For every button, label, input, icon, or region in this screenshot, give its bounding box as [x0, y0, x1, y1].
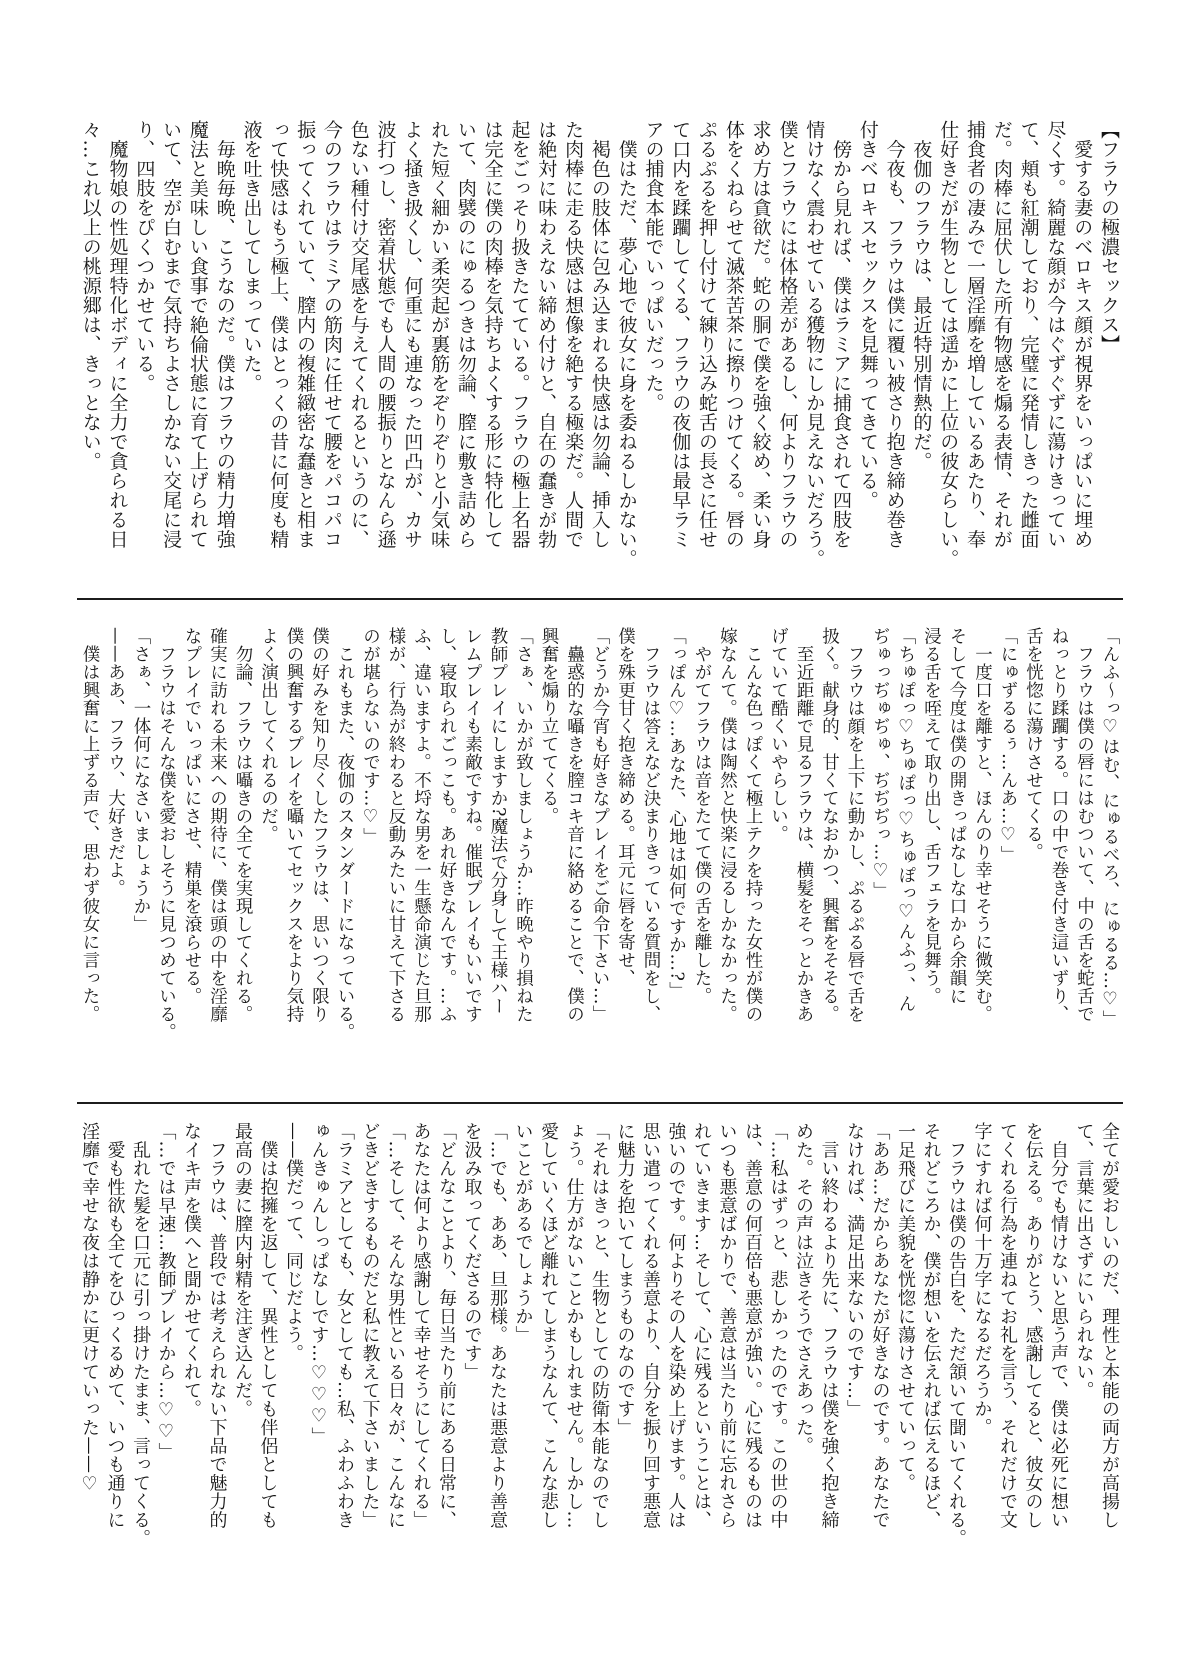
- text-column: フラウは僕の唇にはむついて、中の舌を蛇舌で: [1074, 627, 1095, 1023]
- text-column: 「ああ…だからあなたが好きなのです。あなたで: [869, 1122, 891, 1529]
- text-column: フラウは僕の告白を、ただ頷いて聞いてくれる。: [946, 1122, 967, 1548]
- text-column: 淫靡で幸せな夜は静かに更けていった——♡: [79, 1122, 100, 1495]
- text-column: 尽くす。綺麗な顔が今はぐずぐずに蕩けきってい: [1044, 120, 1067, 549]
- section-middle: [77, 627, 1123, 1039]
- text-column: フラウはそんな僕を愛おしそうに見つめている。: [156, 627, 177, 1041]
- text-column: なプレイでいっぱいにさせ、精巣を滾らせる。: [182, 627, 202, 1005]
- text-column: そして今度は僕の開きっぱなしな口から余韻に: [947, 627, 967, 1005]
- text-column: 褐色の肢体に包み込まれる快感は勿論、挿入し: [588, 120, 611, 549]
- text-column: 浸る舌を咥えて取り出し、舌フェラを見舞う。: [921, 627, 942, 1005]
- text-column: ——僕だって、同じだよう。: [283, 1122, 304, 1363]
- text-column: めた。その声は泣きそうでさえあった。: [793, 1122, 814, 1455]
- text-column: やがてフラウは音をたてて僕の舌を離した。: [692, 627, 712, 1005]
- text-column: 僕はただ、夢心地で彼女に身を委ねるしかない。: [615, 120, 638, 569]
- text-column: ——ああ、フラウ、大好きだよ。: [105, 627, 126, 897]
- text-column: 僕とフラウには体格差があるし、何よりフラウの: [776, 120, 799, 549]
- text-column: 夜伽のフラウは、最近特別情熱的だ。: [910, 120, 933, 471]
- text-column: 付きベロキスセックスを見舞ってきている。: [856, 120, 879, 510]
- section-opening: [77, 120, 1122, 580]
- text-column: 捕食者の凄みで一層淫靡を増しているあたり、奉: [964, 120, 987, 549]
- text-column: 仕好きだが生物としては遥かに上位の彼女らしい。: [937, 120, 960, 569]
- text-column: 「ちゅぽっ♡ちゅぽっ♡ちゅぽっ♡んふっ、ん: [896, 627, 916, 1013]
- text-column: 色ない種付け交尾感を与えてくれるというのに、: [347, 120, 370, 549]
- text-column: 「ラミアとしても、女としても…私、ふわふわき: [334, 1122, 355, 1529]
- text-column: 興奮を煽り立ててくる。: [539, 627, 559, 825]
- text-column: 様が、行為が終わると反動みたいに甘えて下さる: [386, 627, 406, 1023]
- text-column: いことがあるでしょうか」: [512, 1122, 534, 1344]
- text-column: 僕の好みを知り尽くしたフラウは、思いつく限り: [309, 627, 330, 1023]
- text-column: 振ってくれていて、膣内の複雑緻密な蠢きと相ま: [294, 120, 317, 549]
- text-column: フラウは顔を上下に動かし、ぷるぷる唇で舌を: [845, 627, 865, 1023]
- text-column: げていて酷くいやらしい。: [768, 627, 789, 843]
- text-column: 魔法と美味しい食事で絶倫状態に育て上げられて: [186, 120, 209, 549]
- text-column: 「っぽん♡…あなた、心地は如何ですか…?」: [666, 627, 687, 1000]
- text-column: を汲み取ってくださるのです」: [461, 1122, 483, 1381]
- text-column: よく掻き扱くし、何重にも連なった凹凸が、カサ: [401, 120, 424, 549]
- text-column: 蠱惑的な囁きを膣コキ音に絡めることで、僕の: [564, 627, 585, 1023]
- section-ending: [77, 1122, 1123, 1564]
- text-column: 思い遣ってくれる善意より、自分を振り回す悪意: [640, 1122, 661, 1529]
- text-column: これもまた、夜伽のスタンダードになっている。: [335, 627, 355, 1041]
- text-column: 「…でも、ああ、旦那様。あなたは悪意より善意: [487, 1122, 508, 1529]
- text-column: 言い終わるより先に、フラウは僕を強く抱き締: [818, 1122, 840, 1529]
- text-column: だ。肉棒に屈伏した所有物感を煽る表情、それが: [990, 120, 1013, 549]
- text-column: れた短く細かい柔突起が裏筋をぞりぞりと小気味: [428, 120, 451, 549]
- text-column: 「にゅずるるぅ…んあ…♡」: [998, 627, 1018, 864]
- text-column: 「…そして、そんな男性といる日々が、こんなに: [385, 1122, 406, 1529]
- text-column: 一度口を離すと、ほんのり幸せそうに微笑む。: [972, 627, 993, 1023]
- text-column: レムプレイも素敵ですね。催眠プレイもいいです: [462, 627, 483, 1023]
- text-column: 愛していくほど離れてしまうなんて、こんな悲し: [538, 1122, 559, 1529]
- text-column: ぷるぷるを押し付けて練り込み蛇舌の長さに任せ: [696, 120, 719, 549]
- text-column: 舌を恍惚に蕩けさせてくる。: [1023, 627, 1044, 861]
- text-column: 僕は抱擁を返して、異性としても伴侶としても: [257, 1122, 279, 1529]
- text-column: 波打つし、密着状態でも人間の腰振りとなんら遜: [374, 120, 397, 549]
- text-column: それどころか、僕が想いを伝えれば伝えるほど、: [920, 1122, 942, 1529]
- text-column: 字にすれば何十万字になるだろうか。: [971, 1122, 993, 1437]
- text-column: 勿論、フラウは囁きの全てを実現してくれる。: [233, 627, 253, 1023]
- text-column: 一足飛びに美貌を恍惚に蕩けさせていって。: [895, 1122, 916, 1492]
- text-column: って快感はもう極上、僕はとっくの昔に何度も精: [267, 120, 290, 549]
- text-column: 僕を殊更甘く抱き締める。耳元に唇を寄せ、: [615, 627, 636, 987]
- text-column: を伝える。ありがとう、感謝してると、彼女のし: [1022, 1122, 1044, 1529]
- text-column: よく演出してくれるのだ。: [258, 627, 279, 843]
- text-column: こんな色っぽくて極上テクを持った女性が僕の: [743, 627, 763, 1023]
- text-column: し、寝取られごっこも。あれ好きなんです。…ふ: [437, 627, 457, 1023]
- text-column: なければ、満足出来ないのです…」: [844, 1122, 865, 1418]
- text-column: は完全に僕の肉棒を気持ちよくする形に特化して: [481, 120, 504, 549]
- section-divider-2: [77, 1102, 1123, 1104]
- text-column: て、頬も紅潮しており、完璧に発情しきった雌面: [1017, 120, 1040, 549]
- text-column: 嫁なんて。僕は陶然と快楽に浸るしかなかった。: [717, 627, 738, 1023]
- text-column: れていきます…そして、心に残るということは、: [691, 1122, 712, 1529]
- text-column: フラウは答えなど決まりきっている質問をし、: [641, 627, 661, 1023]
- text-column: 愛する妻のベロキス顔が視界をいっぱいに埋め: [1071, 120, 1094, 549]
- text-column: て、言葉に出さずにいられない。: [1073, 1122, 1095, 1400]
- text-column: 強いのです。何よりその人を染め上げます。人は: [665, 1122, 687, 1529]
- text-column: 僕は興奮に上ずる声で、思わず彼女に言った。: [80, 627, 100, 1023]
- text-column: 今のフラウはラミアの筋肉に任せて腰をパコパコ: [320, 120, 343, 549]
- text-column: 乱れた髪を口元に引っ掛けたまま、言ってくる。: [130, 1122, 151, 1548]
- text-column: 「どんなことより、毎日当たり前にある日常に、: [436, 1122, 457, 1529]
- text-column: 傍から見れば、僕はラミアに捕食されて四肢を: [830, 120, 853, 549]
- text-column: 自分でも情けないと思う声で、僕は必死に想い: [1048, 1122, 1069, 1529]
- text-column: アの捕食本能でいっぱいだった。: [642, 120, 665, 413]
- text-column: 求め方は貪欲だ。蛇の胴で僕を強く絞め、柔い身: [749, 120, 772, 549]
- text-column: に魅力を抱いてしまうものなのです」: [614, 1122, 636, 1437]
- text-column: は絶対に味わえない締め付けと、自在の蠢きが勃: [535, 120, 558, 549]
- section-title: 【フラウの極濃セックス】: [1098, 120, 1120, 354]
- text-column: どきどきするものだと私に教えて下さいました」: [359, 1122, 381, 1529]
- text-column: は、善意の何百倍も悪意が強い。心に残るものは: [742, 1122, 763, 1529]
- text-column: 「さぁ、一体何になさいましょうか」: [131, 627, 151, 933]
- text-column: ねっとり蹂躙する。口の中で巻き付き這いずり、: [1049, 627, 1069, 1023]
- text-column: いて、空が白むまで気持ちよさしかない交尾に浸: [160, 120, 183, 549]
- text-column: ょう。仕方がないことかもしれません。しかし…: [563, 1122, 585, 1529]
- text-column: 「それはきっと、生物としての防衛本能なのでし: [589, 1122, 610, 1529]
- text-column: いつも悪意ばかりで、善意は当たり前に忘れさら: [716, 1122, 738, 1529]
- text-column: 「どうか今宵も好きなプレイをご命令下さい…」: [590, 627, 610, 1023]
- text-column: 教師プレイにしますか?魔法で分身して王様ハー: [488, 627, 508, 1015]
- text-column: て口内を蹂躙してくる、フラウの夜伽は最早ラミ: [669, 120, 692, 549]
- text-column: 体をくねらせて滅茶苦茶に擦りつけてくる。唇の: [722, 120, 745, 549]
- text-column: 起をごっそり扱きたてている。フラウの極上名器: [508, 120, 531, 549]
- text-column: 毎晩毎晩、こうなのだ。僕はフラウの精力増強: [213, 120, 236, 549]
- text-column: 愛も性欲も全てをひっくるめて、いつも通りに: [104, 1122, 126, 1529]
- text-column: 至近距離で見るフラウは、横髪をそっとかきあ: [794, 627, 814, 1023]
- section-divider-1: [77, 598, 1123, 600]
- text-column: のが堪らないのです…♡」: [360, 627, 381, 846]
- text-column: いて、肉襞のにゅるつきは勿論、膣に敷き詰めら: [454, 120, 477, 549]
- text-column: 「…私はずっと、悲しかったのです。この世の中: [767, 1122, 789, 1529]
- text-column: 「んふ〜っ♡はむ、にゅるべろ、にゅるる…♡」: [1100, 627, 1120, 1028]
- text-column: なイキ声を僕へと聞かせてくれて。: [181, 1122, 202, 1418]
- text-column: 最高の妻に膣内射精を注ぎ込んだ。: [232, 1122, 253, 1418]
- text-column: フラウは、普段では考えられない下品で魅力的: [206, 1122, 228, 1529]
- text-column: 々…これ以上の桃源郷は、きっとない。: [79, 120, 102, 471]
- text-column: ぢゅっぢゅぢゅ、ぢぢぢっ…♡」: [870, 627, 891, 900]
- text-column: ふ、違いますよ。不埒な男を一生懸命演じた旦那: [411, 627, 432, 1023]
- text-column: 情けなく震わせている獲物にしか見えないだろう。: [803, 120, 826, 569]
- text-column: 全てが愛おしいのだ、理性と本能の両方が高揚し: [1099, 1122, 1120, 1529]
- text-column: 今夜も、フラウは僕に覆い被さり抱き締め巻き: [883, 120, 906, 549]
- text-column: り、四肢をぴくつかせている。: [133, 120, 156, 393]
- text-column: あなたは何より感謝して幸せそうにしてくれる」: [410, 1122, 432, 1529]
- text-column: 確実に訪れる未来への期待に、僕は頭の中を淫靡: [207, 627, 228, 1023]
- text-column: た肉棒に走る快感は想像を絶する極楽だ。人間で: [562, 120, 585, 549]
- text-column: 「…では早速…教師プレイから…♡♡」: [155, 1122, 177, 1461]
- text-column: ゅんきゅんしっぱなしです…♡♡♡」: [308, 1122, 330, 1446]
- text-column: 魔物娘の性処理特化ボディに全力で貪られる日: [106, 120, 129, 549]
- text-column: 扱く。献身的、甘くてなおかつ、興奮をそそる。: [819, 627, 840, 1023]
- text-column: 液を吐き出してしまっていた。: [240, 120, 263, 393]
- text-column: 僕の興奮するプレイを囁いてセックスをより気持: [284, 627, 304, 1023]
- text-column: 「さぁ、いかが致しましょうか…昨晩やり損ねた: [513, 627, 534, 1023]
- text-column: てくれる行為を連ねてお礼を言う、それだけで文: [997, 1122, 1018, 1529]
